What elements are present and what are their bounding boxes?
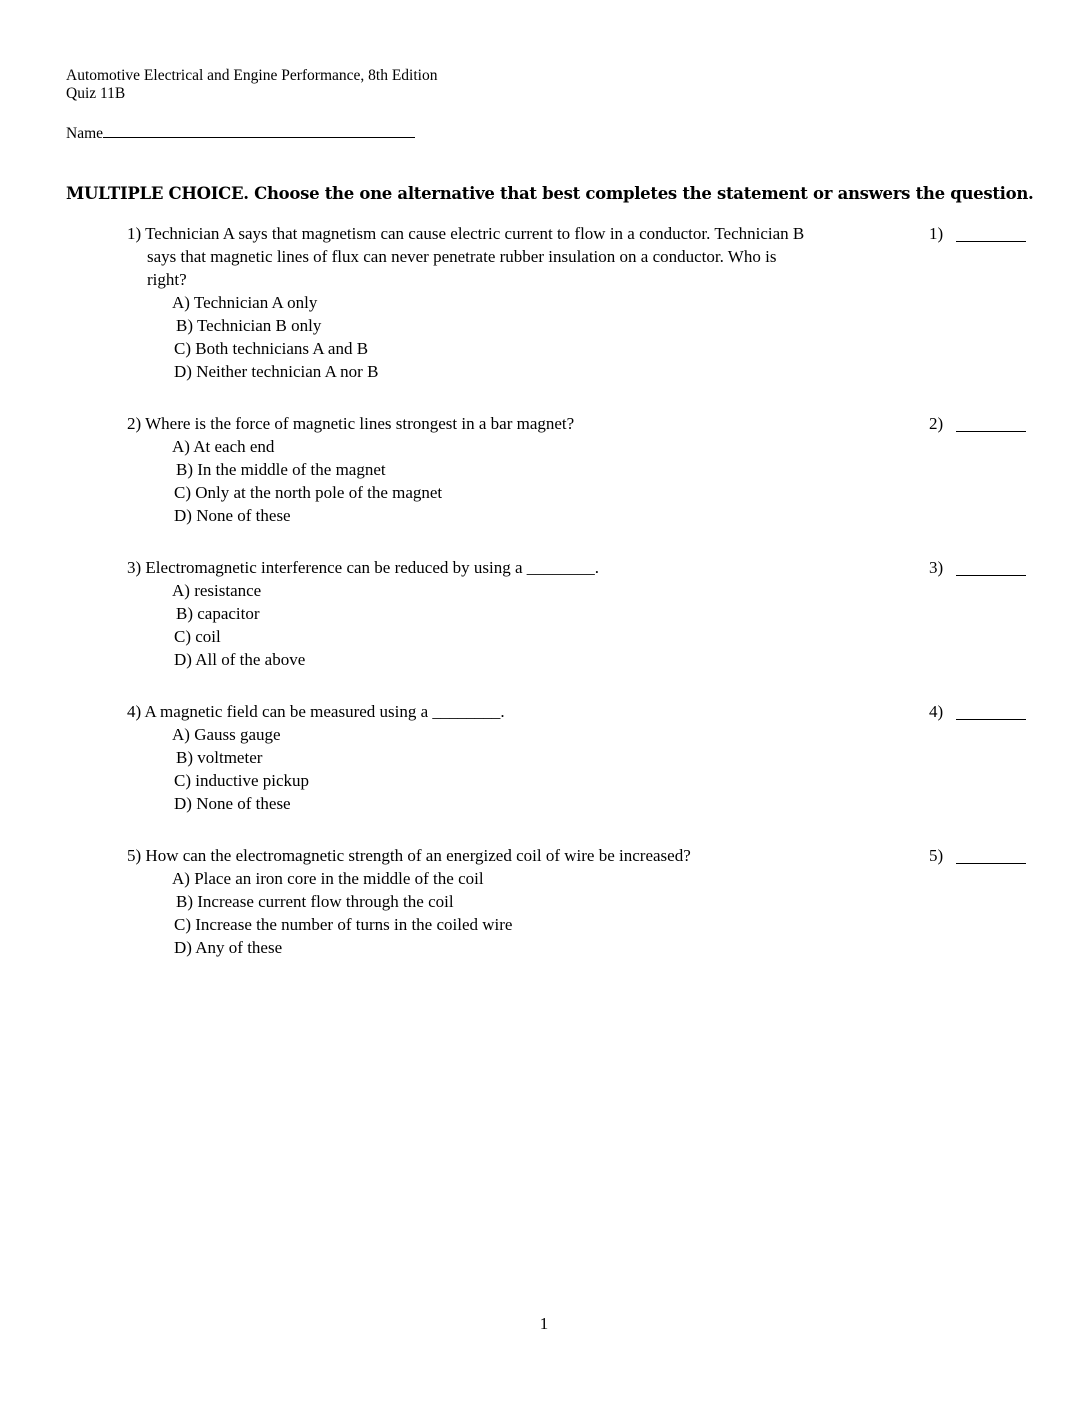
answer-option: A) At each end [172, 437, 275, 456]
answer-number: 1) [929, 224, 944, 243]
page-number: 1 [539, 1314, 549, 1333]
answer-option: B) capacitor [176, 604, 260, 623]
answer-blank[interactable] [956, 575, 1026, 576]
question-text: 4) A magnetic field can be measured using a ________. [127, 702, 505, 721]
answer-blank[interactable] [956, 863, 1026, 864]
answer-option: B) voltmeter [176, 748, 263, 767]
question-text: 3) Electromagnetic interference can be reduced by using a ________. [127, 558, 600, 577]
instructions: MULTIPLE CHOICE. Choose the one alternative that best completes the statement or answers the question. [66, 184, 1034, 203]
answer-number: 2) [929, 414, 944, 433]
answer-blank[interactable] [956, 719, 1026, 720]
question-text: 5) How can the electromagnetic strength of an energized coil of wire be increased? [127, 846, 691, 865]
course-title: Automotive Electrical and Engine Performance, 8th Edition [66, 67, 438, 84]
answer-option: D) Neither technician A nor B [174, 362, 379, 381]
answer-number: 5) [929, 846, 944, 865]
answer-blank[interactable] [956, 241, 1026, 242]
answer-option: D) None of these [174, 794, 291, 813]
answer-option: C) inductive pickup [174, 771, 310, 790]
name-blank[interactable] [103, 125, 415, 138]
name-label: Name [66, 125, 104, 142]
answer-option: D) None of these [174, 506, 291, 525]
answer-option: C) coil [174, 627, 221, 646]
answer-number: 4) [929, 702, 944, 721]
answer-number: 3) [929, 558, 944, 577]
question-text: 1) Technician A says that magnetism can cause electric current to flow in a conductor. Technician B [127, 224, 805, 243]
quiz-title: Quiz 11B [66, 85, 126, 102]
answer-option: B) Technician B only [176, 316, 322, 335]
answer-blank[interactable] [956, 431, 1026, 432]
answer-option: A) Gauss gauge [172, 725, 281, 744]
answer-option: A) resistance [172, 581, 262, 600]
question-text: 2) Where is the force of magnetic lines strongest in a bar magnet? [127, 414, 575, 433]
question-text: says that magnetic lines of flux can never penetrate rubber insulation on a conductor. Who is [147, 247, 777, 266]
question-text: right? [147, 270, 187, 289]
answer-option: C) Only at the north pole of the magnet [174, 483, 443, 502]
answer-option: B) In the middle of the magnet [176, 460, 386, 479]
answer-option: A) Place an iron core in the middle of the coil [172, 869, 484, 888]
answer-option: C) Increase the number of turns in the coiled wire [174, 915, 513, 934]
name-field[interactable] [66, 125, 415, 143]
answer-option: A) Technician A only [172, 293, 318, 312]
answer-option: B) Increase current flow through the coil [176, 892, 454, 911]
answer-option: D) All of the above [174, 650, 306, 669]
answer-option: C) Both technicians A and B [174, 339, 369, 358]
answer-option: D) Any of these [174, 938, 283, 957]
